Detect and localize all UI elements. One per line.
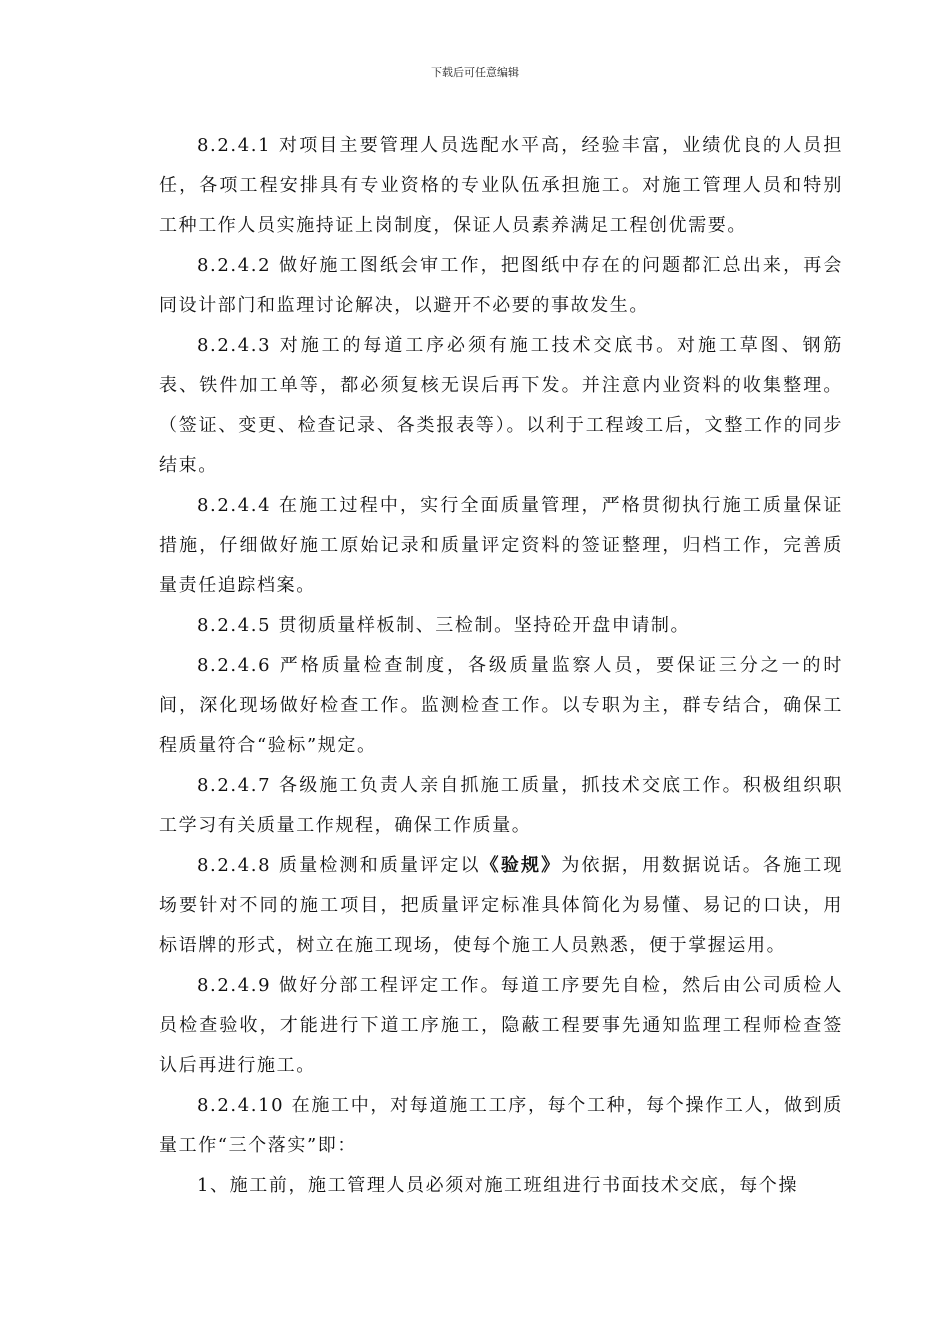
paragraph-8-2-4-8 (159, 846, 843, 966)
document-body (159, 126, 843, 1206)
paragraph-8-2-4-8-rest: 为依据，用数据说话。各施工现场要针对不同的施工项目，把质量评定标准具体简化为易懂、易记的口诀，用标语牌的形式，树立在施工现场，使每个施工人员熟悉，便于掌握运用。 (159, 855, 843, 956)
paragraph-8-2-4-5: 8.2.4.5 贯彻质量样板制、三检制。坚持砼开盘申请制。 (197, 615, 691, 636)
paragraph-8-2-4-10: 8.2.4.10 在施工中，对每道施工工序，每个工种，每个操作工人，做到质量工作“三个落实”即： (159, 1095, 843, 1156)
paragraph-8-2-4-6: 8.2.4.6 严格质量检查制度，各级质量监察人员，要保证三分之一的时间，深化现场做好检查工作。监测检查工作。以专职为主，群专结合，确保工程质量符合“验标”规定。 (159, 655, 843, 756)
paragraph-8-2-4-9: 8.2.4.9 做好分部工程评定工作。每道工序要先自检，然后由公司质检人员检查验收，才能进行下道工序施工，隐蔽工程要事先通知监理工程师检查签认后再进行施工。 (159, 975, 843, 1076)
paragraph-8-2-4-1: 8.2.4.1 对项目主要管理人员选配水平高，经验丰富，业绩优良的人员担任，各项工程安排具有专业资格的专业队伍承担施工。对施工管理人员和特别工种工作人员实施持证上岗制度，保证人员素养满足工程创优需要。 (159, 135, 843, 236)
paragraph-8-2-4-8-lead: 8.2.4.8 质量检测和质量评定以 (197, 855, 481, 876)
header-note: 下载后可任意编辑 (431, 66, 519, 79)
paragraph-8-2-4-3: 8.2.4.3 对施工的每道工序必须有施工技术交底书。对施工草图、钢筋表、铁件加工单等，都必须复核无误后再下发。并注意内业资料的收集整理。（签证、变更、检查记录、各类报表等）。以利于工程竣工后，文整工作的同步结束。 (159, 335, 843, 476)
paragraph-8-2-4-2: 8.2.4.2 做好施工图纸会审工作，把图纸中存在的问题都汇总出来，再会同设计部门和监理讨论解决，以避开不必要的事故发生。 (159, 255, 843, 316)
paragraph-item-1: 1、施工前，施工管理人员必须对施工班组进行书面技术交底，每个操 (197, 1175, 799, 1196)
paragraph-8-2-4-4: 8.2.4.4 在施工过程中，实行全面质量管理，严格贯彻执行施工质量保证措施，仔细做好施工原始记录和质量评定资料的签证整理，归档工作，完善质量责任追踪档案。 (159, 495, 843, 596)
paragraph-8-2-4-7: 8.2.4.7 各级施工负责人亲自抓施工质量，抓技术交底工作。积极组织职工学习有关质量工作规程，确保工作质量。 (159, 775, 843, 836)
standard-title-bold: 《验规》 (480, 855, 562, 876)
